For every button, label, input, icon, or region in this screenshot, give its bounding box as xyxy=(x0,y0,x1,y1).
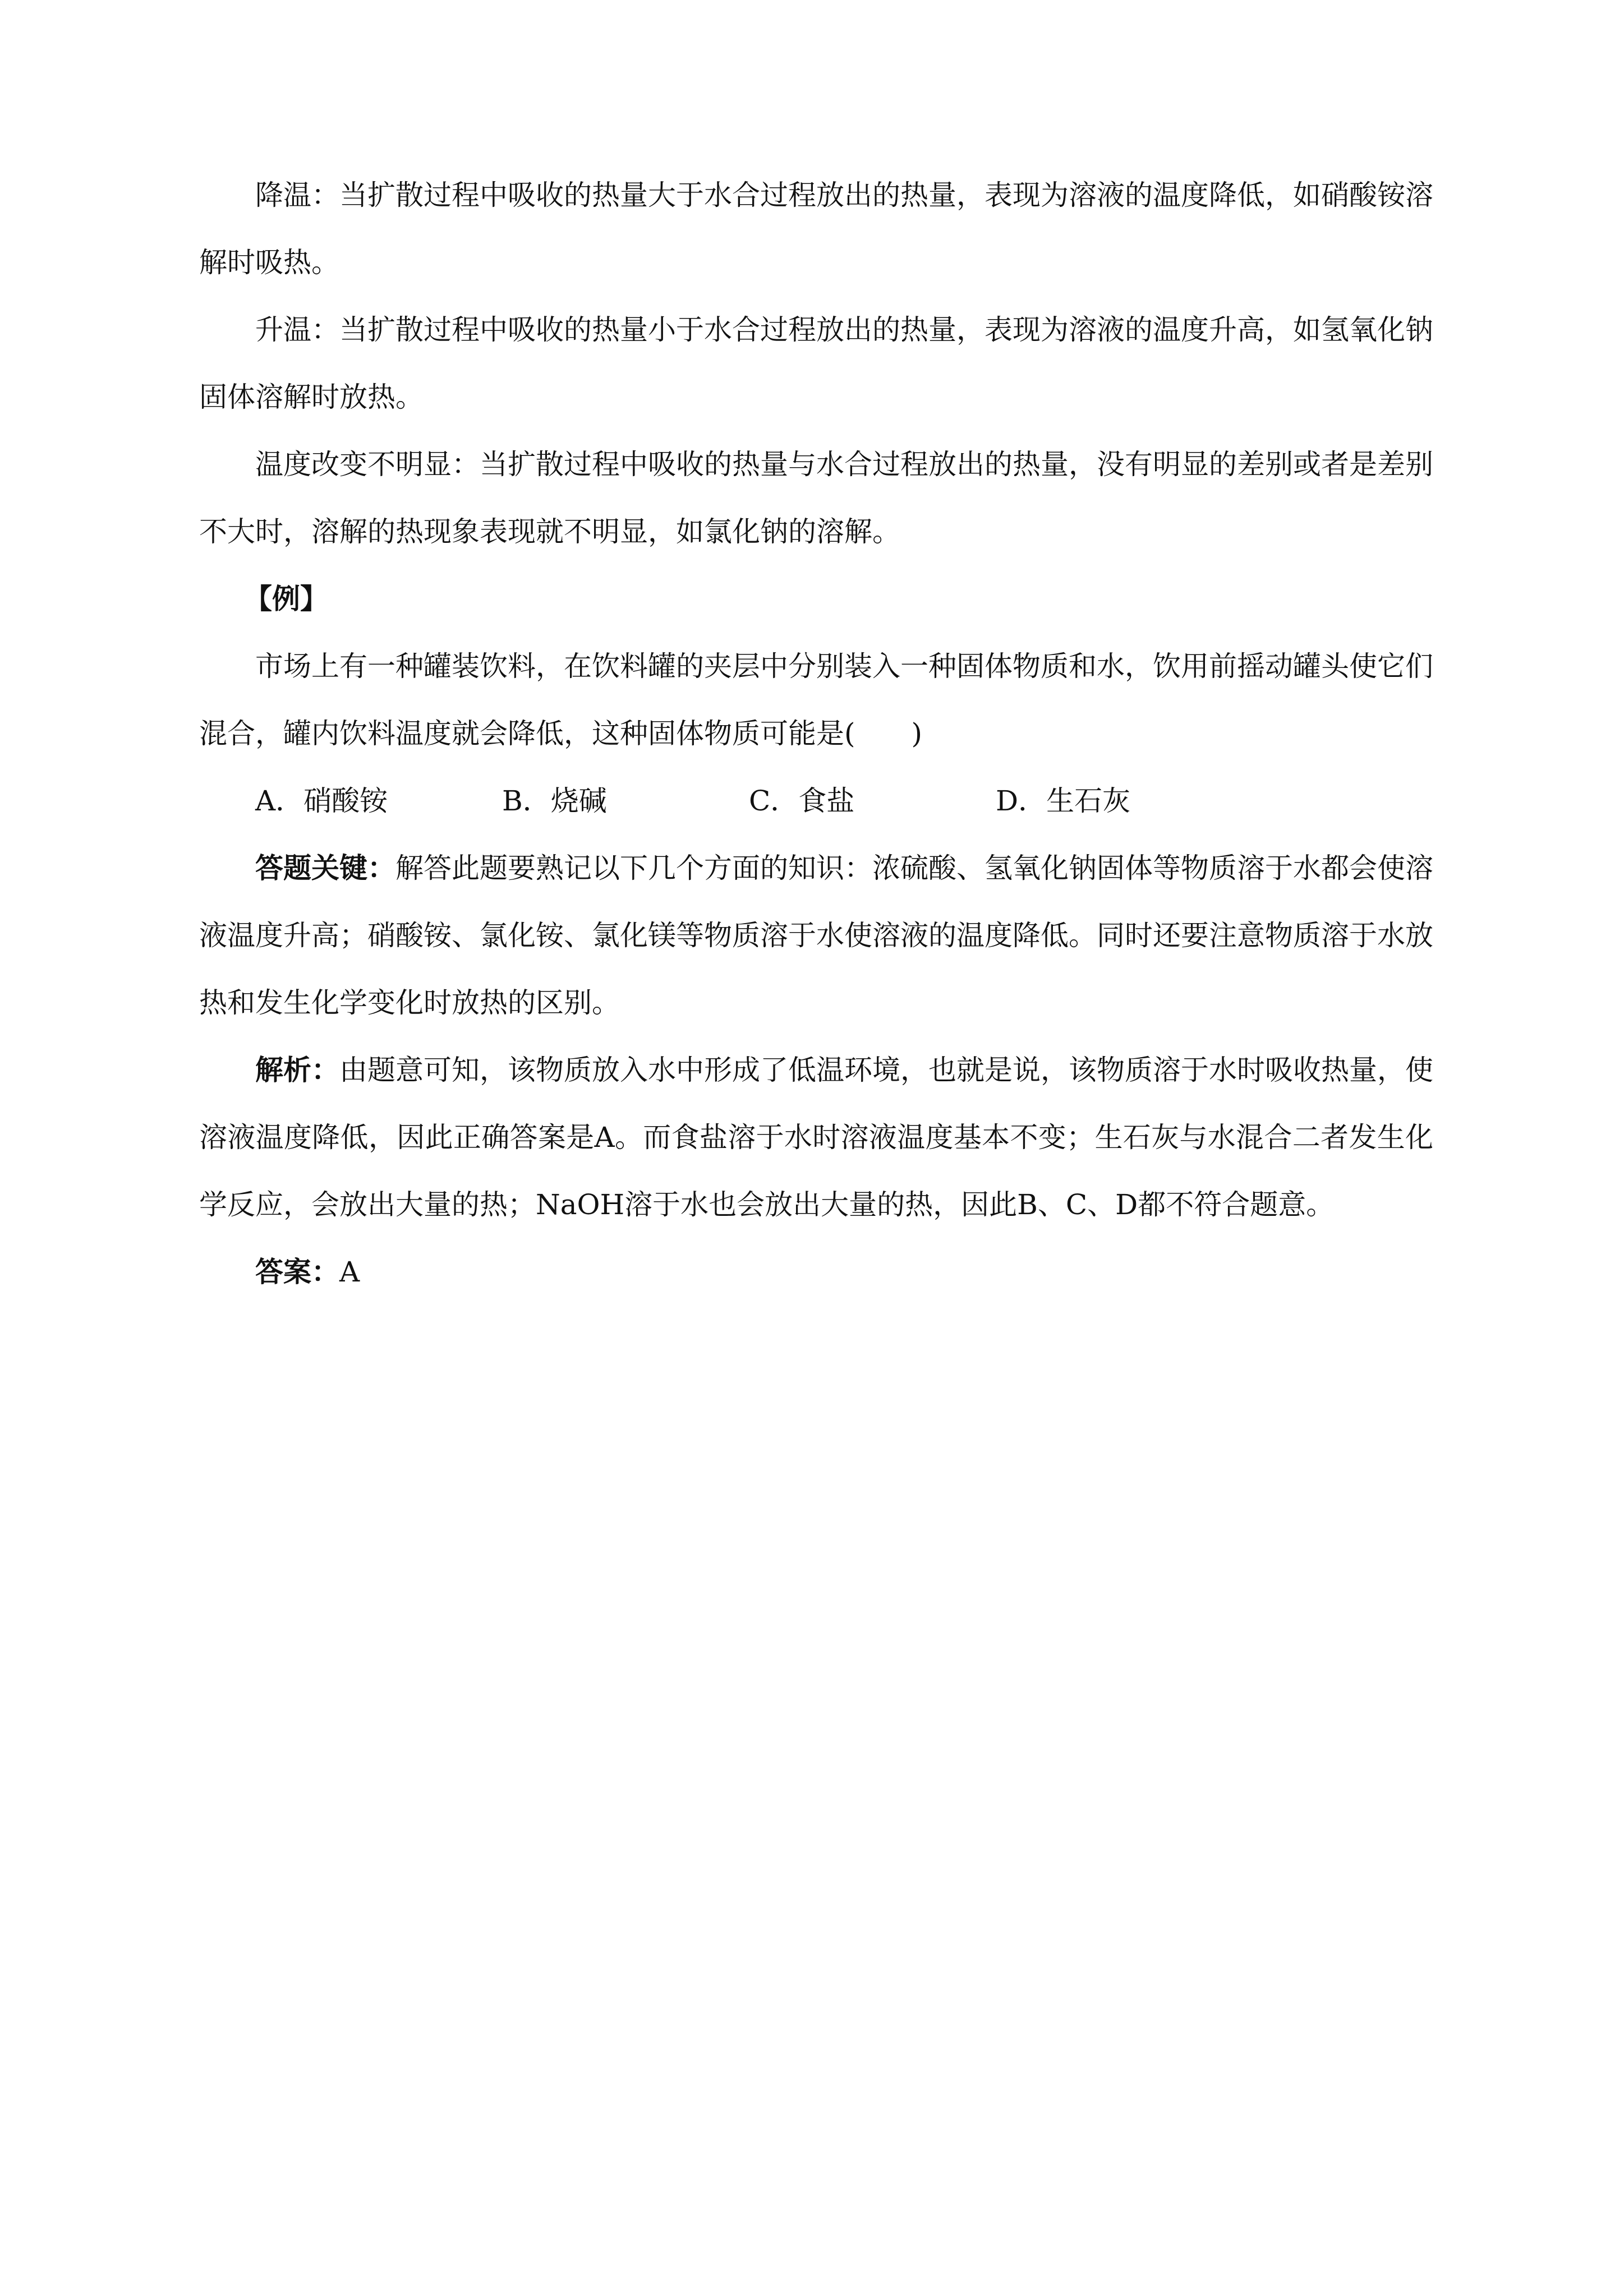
analysis-label: 解析： xyxy=(255,1053,339,1086)
answer-value: A xyxy=(339,1256,360,1288)
example-question: 市场上有一种罐装饮料，在饮料罐的夹层中分别装入一种固体物质和水，饮用前摇动罐头使它们混合，罐内饮料温度就会降低，这种固体物质可能是( ) xyxy=(199,650,1433,750)
option-d: D．生石灰 xyxy=(996,785,1131,817)
key-text: 解答此题要熟记以下几个方面的知识：浓硫酸、氢氧化钠固体等物质溶于水都会使溶液温度升高；硝酸铵、氯化铵、氯化镁等物质溶于水使溶液的温度降低。同时还要注意物质溶于水放热和发生化学变化时放热的区别。 xyxy=(199,852,1433,1019)
heating-paragraph xyxy=(199,296,1433,431)
answer-paragraph xyxy=(199,1238,1433,1306)
cooling-paragraph xyxy=(199,162,1433,296)
option-a: A．硝酸铵 xyxy=(255,785,388,817)
document-body xyxy=(199,162,1433,1306)
heating-text: 当扩散过程中吸收的热量小于水合过程放出的热量，表现为溶液的温度升高，如氢氧化钠固体溶解时放热。 xyxy=(199,313,1433,413)
option-b: B．烧碱 xyxy=(502,785,607,817)
example-heading: 【例】 xyxy=(244,582,328,615)
unchanged-paragraph xyxy=(199,431,1433,565)
heating-label: 升温： xyxy=(255,313,339,346)
key-label: 答题关键： xyxy=(255,851,395,884)
option-c: C．食盐 xyxy=(749,785,855,817)
cooling-label: 降温： xyxy=(255,179,339,211)
cooling-text: 当扩散过程中吸收的热量大于水合过程放出的热量，表现为溶液的温度降低，如硝酸铵溶解时吸热。 xyxy=(199,179,1433,279)
answer-label: 答案： xyxy=(255,1255,339,1288)
key-paragraph xyxy=(199,835,1433,1036)
answer-options xyxy=(199,767,1433,835)
analysis-paragraph xyxy=(199,1036,1433,1238)
analysis-text: 由题意可知，该物质放入水中形成了低温环境，也就是说，该物质溶于水时吸收热量，使溶液温度降低，因此正确答案是A。而食盐溶于水时溶液温度基本不变；生石灰与水混合二者发生化学反应，会放出大量的热；NaOH溶于水也会放出大量的热，因此B、C、D都不符合题意。 xyxy=(199,1054,1433,1221)
unchanged-label: 温度改变不明显： xyxy=(255,448,480,481)
unchanged-text: 当扩散过程中吸收的热量与水合过程放出的热量，没有明显的差别或者是差别不大时，溶解的热现象表现就不明显，如氯化钠的溶解。 xyxy=(199,448,1433,548)
